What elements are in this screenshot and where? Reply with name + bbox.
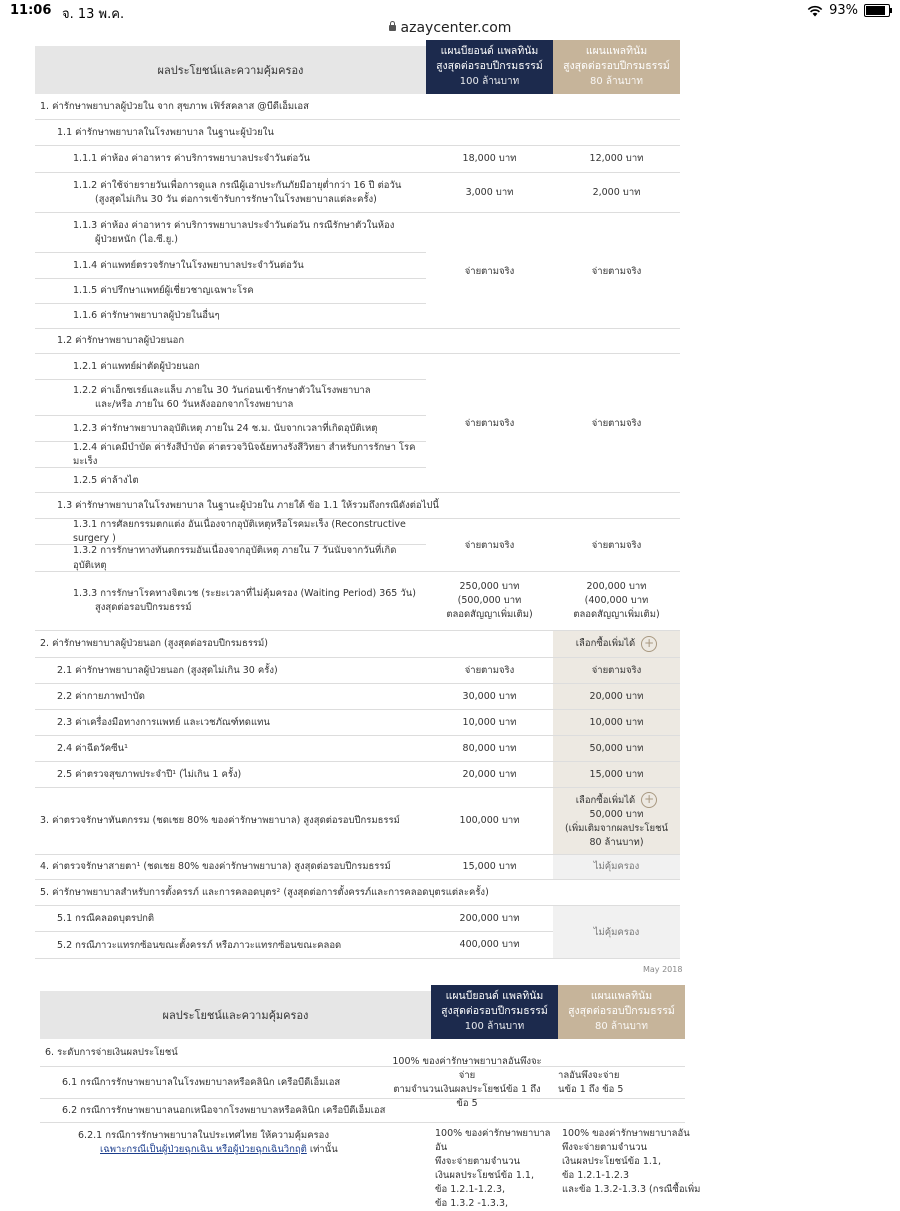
benefits-table [35,40,680,959]
plan2-desc: สูงสุดต่อรอบปีกรมธรรม์ [568,1005,675,1017]
plan2-name: แผนแพลทินัม [585,45,648,57]
row-label: 1.1.3 ค่าห้อง ค่าอาหาร ค่าบริการพยาบาลประจำวันต่อวัน กรณีรักษาตัวในห้อง ผู้ป่วยหนัก (ไอ.ซี.ยู.) [73,219,395,245]
plan1-value: จ่ายตามจริง [464,265,515,277]
header-benefits-label: ผลประโยชน์และความคุ้มครอง [40,991,431,1039]
table-row [35,120,680,146]
battery-percent: 93% [829,3,858,18]
wifi-icon [807,5,823,17]
plan1-value: จ่ายตามจริง [464,417,515,429]
table-row [40,1099,685,1123]
row-label: 4. ค่าตรวจรักษาสายตา¹ (ชดเชย 80% ของค่ารักษาพยาบาล) สูงสุดต่อรอบปีกรมธรรม์ [40,861,391,872]
table-row [35,631,680,658]
plan1-desc: สูงสุดต่อรอบปีกรมธรรม์ [441,1005,548,1017]
table-header [40,985,685,1039]
plan2-value: ไม่คุ้มครอง [553,906,680,958]
row-label: 2. ค่ารักษาพยาบาลผู้ป่วยนอก (สูงสุดต่อรอบปีกรมธรรม์) [40,638,268,649]
table-header [35,40,680,94]
row-label: 1.2.1 ค่าแพทย์ผ่าตัดผู้ป่วยนอก [73,360,200,372]
row-label: 1.2 ค่ารักษาพยาบาลผู้ป่วยนอก [57,335,185,346]
plus-icon[interactable]: + [641,636,657,652]
table-row [35,736,680,762]
plan2-value: 50,000 บาท [553,736,680,761]
table-row [35,572,680,631]
row-label: 2.3 ค่าเครื่องมือทางการแพทย์ และเวชภัณฑ์ทดแทน [57,716,270,728]
plan2-desc: สูงสุดต่อรอบปีกรมธรรม์ [563,60,670,72]
lock-icon [389,25,396,31]
table-row [35,94,680,120]
row-label: 6.1 กรณีการรักษาพยาบาลในโรงพยาบาลหรือคลินิก เครือบีดีเอ็มเอส [62,1076,341,1088]
table-row [35,146,680,172]
plan1-value: 18,000 บาท [462,153,517,164]
emergency-link[interactable]: เฉพาะกรณีเป็นผู้ป่วยฉุกเฉิน หรือผู้ป่วยฉุกเฉินวิกฤติ [100,1144,307,1155]
battery-icon [864,4,890,17]
plan1-value: จ่ายตามจริง [464,539,515,551]
plan1-value: 100,000 บาท [459,815,520,826]
plan2-value: จ่ายตามจริง [591,265,642,277]
row-label: 1.1.4 ค่าแพทย์ตรวจรักษาในโรงพยาบาลประจำวันต่อวัน [73,259,304,271]
row-label: 5. ค่ารักษาพยาบาลสำหรับการตั้งครรภ์ และการคลอดบุตร² (สูงสุดต่อการตั้งครรภ์และการคลอดบุตรแต่ละครั้ง) [40,886,489,898]
row-label: 1.3.2 การรักษาทางทันตกรรมอันเนื่องจากอุบัติเหตุ ภายใน 7 วันนับจากวันที่เกิดอุบัติเหตุ [73,545,397,571]
table-row [35,354,426,380]
payment-level-table [40,985,701,1209]
row-label: 5.1 กรณีคลอดบุตรปกติ [57,912,155,924]
table-row [35,493,680,519]
table-row [35,880,680,906]
header-benefits-label: ผลประโยชน์และความคุ้มครอง [35,46,426,94]
row-label: 2.1 ค่ารักษาพยาบาลผู้ป่วยนอก (สูงสุดไม่เกิน 30 ครั้ง) [57,664,278,676]
plan2-value: จ่ายตามจริง [553,658,680,683]
table-row [35,658,680,684]
table-row [35,380,426,416]
plan2-value: 100% ของค่ารักษาพยาบาลอัน พึงจะจ่ายตามจำนวน เงินผลประโยชน์ข้อ 1.1, ข้อ 1.2.1-1.2.3 และข้อ 1.3.2-1.3.3 (กรณีซื้อเพิ่ม [562,1128,701,1195]
table-row [35,442,426,468]
row-label: 1.1 ค่ารักษาพยาบาลในโรงพยาบาล ในฐานะผู้ป่วยใน [57,126,274,138]
row-group-1-1 [35,213,680,329]
table-row [35,684,680,710]
row-label: 1.1.5 ค่าปรึกษาแพทย์ผู้เชี่ยวชาญเฉพาะโรค [73,285,254,296]
row-label: 1.2.2 ค่าเอ็กซเรย์และแล็บ ภายใน 30 วันก่อนเข้ารักษาตัวในโรงพยาบาล และ/หรือ ภายใน 60 วันหลังออกจากโรงพยาบาล [73,384,371,410]
row-label: 5.2 กรณีภาวะแทรกซ้อนขณะตั้งครรภ์ หรือภาวะแทรกซ้อนขณะคลอด [57,939,342,951]
row-label: 1.1.6 ค่ารักษาพยาบาลผู้ป่วยในอื่นๆ [73,310,220,321]
url-text: azaycenter.com [400,20,512,36]
table-row [35,855,680,880]
table-row [35,906,553,932]
table-row [35,253,426,279]
table-row [35,468,426,492]
table-row [35,762,680,788]
table-row [35,416,426,442]
row-group-1-3 [35,519,680,572]
row-label: 6. ระดับการจ่ายเงินผลประโยชน์ [45,1046,178,1058]
plan1-value: จ่ายตามจริง [464,664,515,676]
table-row [40,1039,685,1067]
table-row [35,545,426,571]
row-group-1-2 [35,354,680,493]
plan1-value: 80,000 บาท [462,742,517,754]
row-label: 1.1.2 ค่าใช้จ่ายรายวันเพื่อการดูแล กรณีผู้เอาประกันภัยมีอายุต่ำกว่า 16 ปี ต่อวัน (สูงสุดไม่เกิน 30 วัน ต่อการเข้ารับการรักษาในโรงพยาบาลแต่ละครั้ง) [73,179,402,205]
plan1-value: 10,000 บาท [462,716,517,728]
plan1-limit: 100 ล้านบาท [459,76,520,87]
table-row [35,213,426,253]
row-group-5 [35,906,680,959]
header-platinum [558,985,685,1039]
plan1-value: 3,000 บาท [465,186,514,198]
status-date: จ. 13 พ.ค. [62,7,125,22]
table-row [35,279,426,304]
plan2-limit: 80 ล้านบาท [589,76,644,87]
plan2-value: 12,000 บาท [589,153,644,164]
row-label: 1.3.1 การศัลยกรรมตกแต่ง อันเนื่องจากอุบัติเหตุหรือโรคมะเร็ง (Reconstructive surgery ) [73,518,406,544]
plan2-value: จ่ายตามจริง [591,539,642,551]
optional-purchase-button[interactable]: เลือกซื้อเพิ่มได้ + [553,631,680,657]
plan2-value: 20,000 บาท [553,684,680,709]
plan2-value: จ่ายตามจริง [591,417,642,429]
header-platinum [553,40,680,94]
plan2-value: 10,000 บาท [553,710,680,735]
row-label: 3. ค่าตรวจรักษาทันตกรรม (ชดเชย 80% ของค่ารักษาพยาบาล) สูงสุดต่อรอบปีกรมธรรม์ [40,815,400,826]
plan2-limit: 80 ล้านบาท [594,1021,649,1032]
status-time: 11:06 [10,3,52,18]
row-label: 2.5 ค่าตรวจสุขภาพประจำปี¹ (ไม่เกิน 1 ครั้ง) [57,768,242,780]
plan1-value: 100% ของค่ารักษาพยาบาลอัน พึงจะจ่ายตามจำนวน เงินผลประโยชน์ข้อ 1.1, ข้อ 1.2.1-1.2.3, ข้อ 1.3.2 -1.3.3, [435,1128,551,1209]
row-label: 1.2.4 ค่าเคมีบำบัด ค่ารังสีบำบัด ค่าตรวจวินิจฉัยทางรังสีวิทยา สำหรับการรักษา โรคมะเร็ง [73,441,416,467]
table-row [35,519,426,545]
table-row [40,1123,701,1209]
plan1-value: 100% ของค่ารักษาพยาบาลอันพึงจะจ่าย ตามจำนวนเงินผลประโยชน์ข้อ 1 ถึง ข้อ 5 [392,1055,542,1109]
row-label: 1. ค่ารักษาพยาบาลผู้ป่วยใน จาก สุขภาพ เฟิร์สคลาส @บีดีเอ็มเอส [40,100,309,112]
plan2-optional-value[interactable]: เลือกซื้อเพิ่มได้ + 50,000 บาท (เพิ่มเติมจากผลประโยชน์ 80 ล้านบาท) [553,788,680,854]
row-label: 6.2.1 กรณีการรักษาพยาบาลในประเทศไทย ให้ความคุ้มครอง เฉพาะกรณีเป็นผู้ป่วยฉุกเฉิน หรือผู้ป่วยฉุกเฉินวิกฤติ เท่านั้น [78,1130,338,1155]
table-row [35,329,680,354]
plan1-value: 400,000 บาท [459,939,520,950]
plan2-name: แผนแพลทินัม [590,990,653,1002]
plan2-value: 15,000 บาท [553,762,680,787]
plan1-value: 30,000 บาท [462,690,517,702]
row-label: 1.3.3 การรักษาโรคทางจิตเวช (ระยะเวลาที่ไม่คุ้มครอง (Waiting Period) 365 วัน) สูงสุดต่อรอบปีกรมธรรม์ [73,588,416,613]
row-label: 1.1.1 ค่าห้อง ค่าอาหาร ค่าบริการพยาบาลประจำวันต่อวัน [73,153,310,164]
status-bar [0,0,900,22]
row-label: 6.2 กรณีการรักษาพยาบาลนอกเหนือจากโรงพยาบาลหรือคลินิก เครือบีดีเอ็มเอส [62,1104,386,1116]
footnote-date: May 2018 [643,965,683,974]
plan2-value: าลอันพึงจะจ่าย นข้อ 1 ถึง ข้อ 5 [558,1069,624,1095]
table-row [35,932,553,958]
plan1-limit: 100 ล้านบาท [464,1021,525,1032]
table-row [35,710,680,736]
row-label: 1.3 ค่ารักษาพยาบาลในโรงพยาบาล ในฐานะผู้ป่วยใน ภายใต้ ข้อ 1.1 ให้รวมถึงกรณีดังต่อไปนี้ [57,499,439,511]
plan1-name: แผนบียอนด์ แพลทินัม [445,990,544,1002]
plan1-value: 20,000 บาท [462,768,517,780]
plus-icon[interactable]: + [641,792,657,808]
plan2-value: 2,000 บาท [592,186,641,198]
plan1-name: แผนบียอนด์ แพลทินัม [440,45,539,57]
plan2-value: 200,000 บาท (400,000 บาท ตลอดสัญญาเพิ่มเติม) [573,581,660,620]
plan1-value: 15,000 บาท [462,861,517,872]
plan1-value: 250,000 บาท (500,000 บาท ตลอดสัญญาเพิ่มเติม) [446,581,533,620]
plan1-desc: สูงสุดต่อรอบปีกรมธรรม์ [436,60,543,72]
table-row [35,788,680,855]
address-bar[interactable] [0,20,900,40]
header-beyond-platinum [431,985,558,1039]
row-label: 2.2 ค่ากายภาพบำบัด [57,690,145,702]
row-label: 1.2.5 ค่าล้างไต [73,474,139,486]
row-label: 1.2.3 ค่ารักษาพยาบาลอุบัติเหตุ ภายใน 24 ช.ม. นับจากเวลาที่เกิดอุบัติเหตุ [73,422,378,434]
table-row [40,1055,685,1109]
battery-fill [866,6,885,15]
header-beyond-platinum [426,40,553,94]
plan1-value: 200,000 บาท [459,912,520,924]
row-label: 2.4 ค่าฉีดวัคซีน¹ [57,742,128,754]
plan2-value: ไม่คุ้มครอง [553,855,680,879]
table-row [35,172,680,213]
